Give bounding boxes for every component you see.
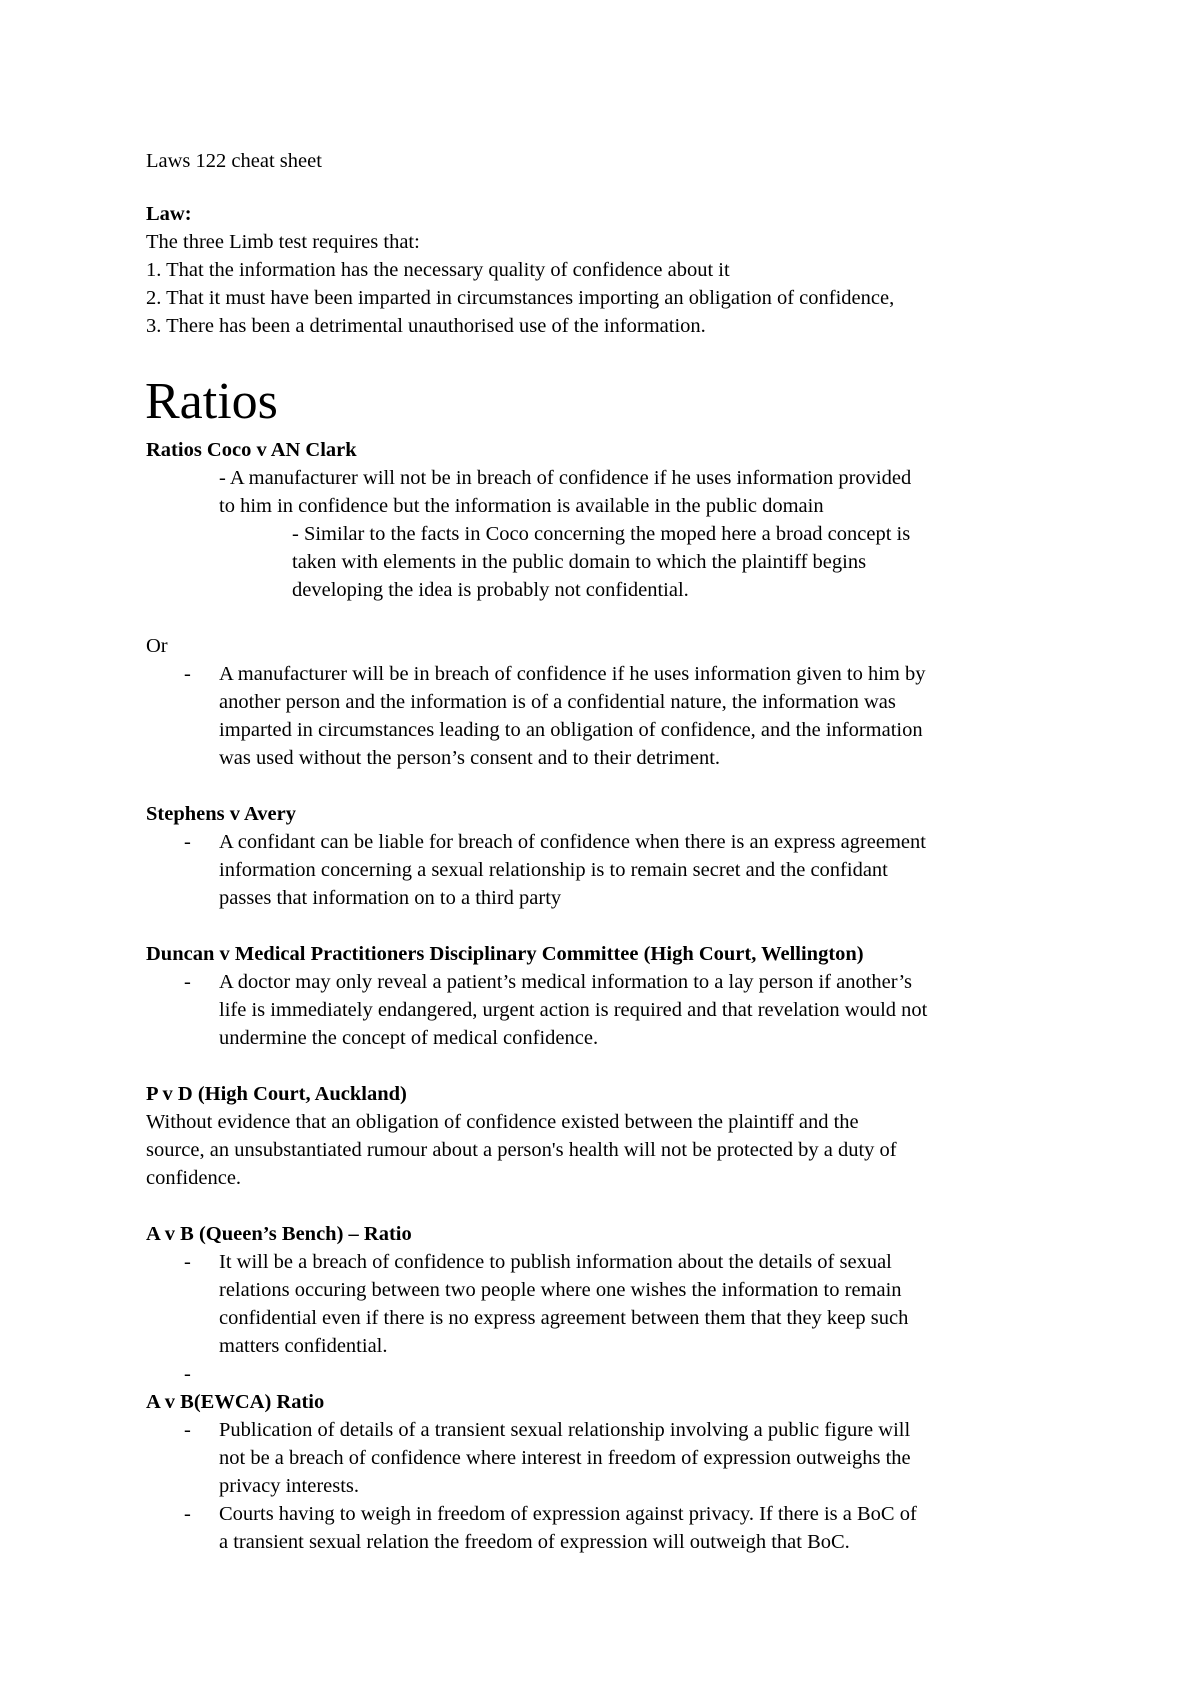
- list-item: - It will be a breach of confidence to publish information about the details of sexual relations occuring between two people where one wishes the information to remain confidential even if there is no express agreement between them that they keep such matters confidential.: [146, 1248, 1076, 1360]
- list-item: - A manufacturer will be in breach of confidence if he uses information given to him by another person and the information is of a confidential nature, the information was imparted in circumstances leading to an obligation of confidence, and the information was used without the person’s consent and to their detriment.: [146, 660, 1076, 772]
- case-heading: Duncan v Medical Practitioners Disciplinary Committee (High Court, Wellington): [146, 943, 864, 965]
- ratios-heading: Ratios: [145, 373, 278, 430]
- list-item-empty: [146, 1360, 1076, 1388]
- dash-bullet: -: [184, 1363, 191, 1385]
- law-item: 1. That the information has the necessary quality of confidence about it: [146, 259, 730, 281]
- law-section: [146, 200, 1076, 340]
- case-note-line: taken with elements in the public domain to which the plaintiff begins: [292, 551, 867, 573]
- law-item: 3. There has been a detrimental unauthorised use of the information.: [146, 315, 706, 337]
- dash-bullet: -: [184, 1419, 191, 1441]
- case-heading: P v D (High Court, Auckland): [146, 1083, 407, 1105]
- duncan-section: [146, 940, 1076, 1052]
- law-item: 2. That it must have been imparted in circumstances importing an obligation of confidence,: [146, 287, 895, 309]
- avb-qb-section: [146, 1220, 1076, 1388]
- case-note-line: developing the idea is probably not confidential.: [292, 579, 689, 601]
- case-ratio-line: confidence.: [146, 1167, 242, 1189]
- dash-bullet: -: [184, 971, 191, 993]
- dash-bullet: -: [184, 663, 191, 685]
- law-heading: Law:: [146, 203, 192, 225]
- case-ratio-line: to him in confidence but the information is available in the public domain: [219, 495, 824, 517]
- case-heading: A v B (Queen’s Bench) – Ratio: [146, 1223, 412, 1245]
- case-ratio-line: - A manufacturer will not be in breach of confidence if he uses information provided: [219, 467, 912, 489]
- case-ratio-line: Without evidence that an obligation of confidence existed between the plaintiff and the: [146, 1111, 859, 1133]
- dash-bullet: -: [184, 1251, 191, 1273]
- coco-section: [146, 436, 1076, 604]
- or-section: [146, 632, 1076, 772]
- law-intro: The three Limb test requires that:: [146, 231, 420, 253]
- list-item: - A doctor may only reveal a patient’s medical information to a lay person if another’s life is immediately endangered, urgent action is required and that revelation would not undermine the concept of medical confidence.: [146, 968, 1076, 1052]
- list-item: - A confidant can be liable for breach of confidence when there is an express agreement information concerning a sexual relationship is to remain secret and the confidant passes that information on to a third party: [146, 828, 1076, 912]
- or-label: Or: [146, 635, 168, 657]
- dash-bullet: -: [184, 1503, 191, 1525]
- stephens-section: [146, 800, 1076, 912]
- dash-bullet: -: [184, 831, 191, 853]
- list-item: - Courts having to weigh in freedom of expression against privacy. If there is a BoC of a transient sexual relation the freedom of expression will outweigh that BoC.: [146, 1500, 1076, 1556]
- document-title-block: [146, 147, 1076, 175]
- case-heading: Ratios Coco v AN Clark: [146, 439, 357, 461]
- case-note-line: - Similar to the facts in Coco concerning the moped here a broad concept is: [292, 523, 911, 545]
- avb-ewca-section: [146, 1388, 1076, 1556]
- list-item: - Publication of details of a transient sexual relationship involving a public figure will not be a breach of confidence where interest in freedom of expression outweighs the privacy interests.: [146, 1416, 1076, 1500]
- case-heading: A v B(EWCA) Ratio: [146, 1391, 325, 1413]
- document-title: Laws 122 cheat sheet: [146, 150, 322, 172]
- case-heading: Stephens v Avery: [146, 803, 296, 825]
- pvd-section: [146, 1080, 1076, 1192]
- case-ratio-line: source, an unsubstantiated rumour about a person's health will not be protected by a duty of: [146, 1139, 897, 1161]
